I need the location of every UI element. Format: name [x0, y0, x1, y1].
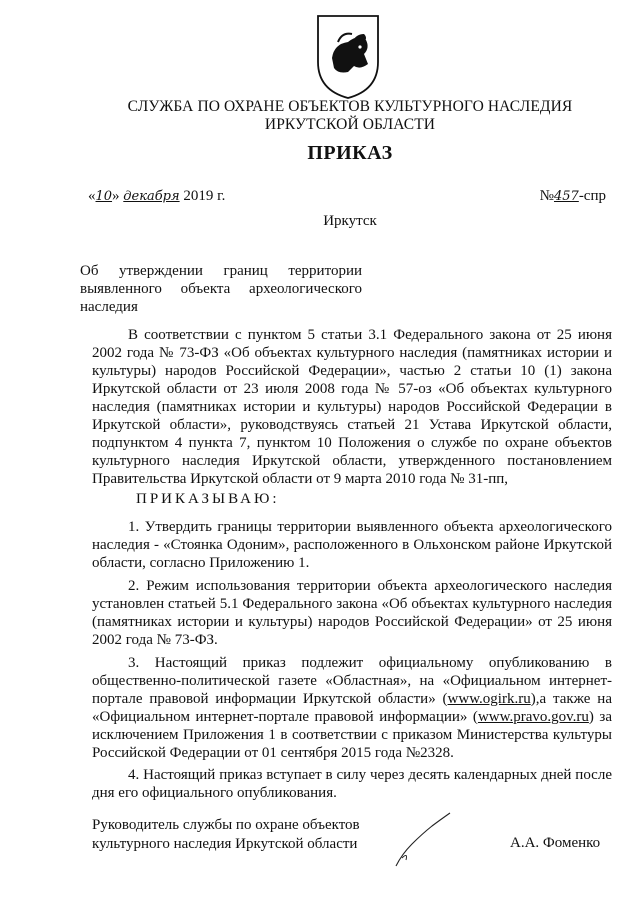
number-suffix: -спр	[578, 188, 606, 204]
agency-name-line2: ИРКУТСКОЙ ОБЛАСТИ	[264, 116, 436, 133]
signer-position	[92, 816, 360, 854]
signer-position-line1: Руководитель службы по охране объектов	[92, 817, 360, 833]
orders-heading: ПРИКАЗЫВАЮ:	[136, 491, 280, 507]
document-title: ПРИКАЗ	[307, 142, 393, 164]
coat-of-arms-icon	[308, 12, 388, 100]
order-number	[540, 188, 606, 205]
pravo-link[interactable]: www.pravo.gov.ru	[477, 709, 589, 725]
agency-name-line1: СЛУЖБА ПО ОХРАНЕ ОБЪЕКТОВ КУЛЬТУРНОГО НАСЛЕДИЯ	[127, 98, 573, 115]
date-open-quote: «	[88, 188, 96, 204]
order-date	[88, 188, 225, 205]
order-item-3	[92, 654, 612, 762]
date-month: декабря	[123, 189, 180, 204]
city-name: Иркутск	[323, 213, 377, 229]
ogirk-link[interactable]: www.ogirk.ru	[447, 691, 531, 707]
signer-name: А.А. Фоменко	[510, 835, 601, 851]
signature-icon	[392, 810, 454, 870]
date-day: 10	[95, 189, 113, 204]
item3-text-part2: ),а также на «Официальном интернет-портале правовой информации» (	[92, 691, 612, 725]
item3-text-part3: ) за исключением Приложения 1 в соответствии с приказом Министерства культуры Российской Федерации от 01 сентября 2015 года №2328.	[92, 709, 612, 761]
preamble-paragraph: В соответствии с пунктом 5 статьи 3.1 Федерального закона от 25 июня 2002 года № 73-ФЗ «Об объектах культурного наследия (памятниках истории и культуры) народов Российской Федерации», частью 2 статьи 10 (1) закона Иркутской области от 23 июля 2008 года № 57-оз «Об объектах культурного наследия (памятниках истории и культуры) народов Российской Федерации в Иркутской области», руководствуясь статьей 21 Устава Иркутской области, подпунктом 4 пункта 7, пунктом 10 Положения о службе по охране объектов культурного наследия Иркутской области, утвержденного постановлением Правительства Иркутской области от 9 марта 2010 года № 31-пп,	[92, 327, 612, 487]
order-item-2: 2. Режим использования территории объекта археологического наследия установлен статьей 5.1 Федерального закона «Об объектах культурного наследия (памятниках истории и культуры) народов Российской Федерации» от 25 июня 2002 года № 73-ФЗ.	[92, 578, 612, 648]
order-subject: Об утверждении границ территории выявленного объекта археологического наследия	[80, 263, 362, 315]
order-item-1: 1. Утвердить границы территории выявленного объекта археологического наследия - «Стоянка Одоним», расположенного в Ольхонском районе Иркутской области, согласно Приложению 1.	[92, 519, 612, 571]
date-close-quote: »	[112, 188, 120, 204]
number-value: 457	[553, 189, 579, 204]
signer-position-line2: культурного наследия Иркутской области	[92, 836, 358, 852]
order-item-4: 4. Настоящий приказ вступает в силу через десять календарных дней после дня его официального опубликования.	[92, 767, 612, 801]
date-year: 2019 г.	[183, 188, 226, 204]
item3-text-part1: 3. Настоящий приказ подлежит официальному опубликованию в общественно-политической газете «Областная», на «Официальном интернет-портале правовой информации Иркутской области» (	[92, 655, 612, 707]
number-prefix: №	[539, 188, 554, 204]
